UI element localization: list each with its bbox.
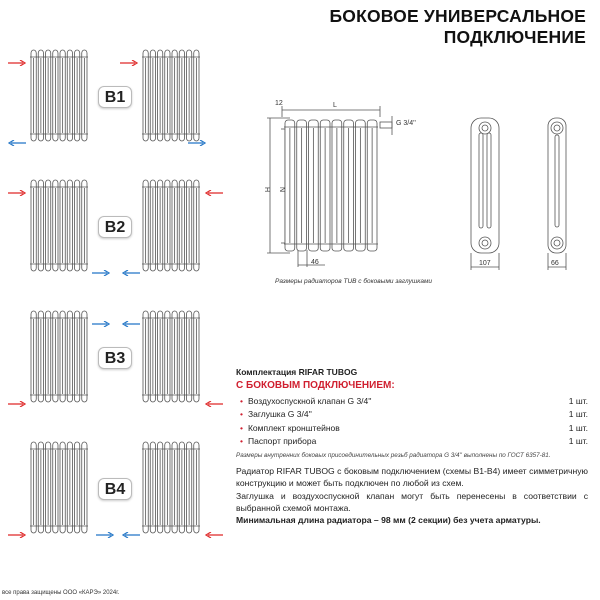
radiator-icon — [140, 309, 202, 409]
kit-item — [236, 408, 588, 422]
dim-66-label: 66 — [551, 260, 559, 267]
dim-l-label: L — [333, 102, 337, 109]
scheme-label-b2: B2 — [98, 216, 132, 238]
scheme-label-b1: B1 — [98, 86, 132, 108]
kit-subheading: С БОКОВЫМ ПОДКЛЮЧЕНИЕМ: — [236, 380, 395, 391]
kit-item-qty: 1 шт. — [568, 436, 588, 447]
radiator-icon — [28, 178, 90, 278]
radiator-icon — [28, 48, 90, 148]
bullet-icon: • — [240, 436, 243, 447]
title-line-2: ПОДКЛЮЧЕНИЕ — [443, 27, 586, 47]
radiator-icon — [28, 440, 90, 540]
return-arrow-icon — [188, 133, 206, 139]
kit-item — [236, 435, 588, 449]
bullet-icon: • — [240, 409, 243, 420]
thread-label: G 3/4'' — [396, 120, 416, 127]
description — [236, 465, 588, 526]
return-arrow-icon — [96, 525, 114, 531]
radiator-icon — [140, 178, 202, 278]
dim-n-label: N — [278, 187, 285, 193]
kit-note: Размеры внутренних боковых присоединительных резьб радиатора G 3/4'' выполнены по ГОСТ 6357-81. — [236, 452, 551, 459]
kit-item-name: Комплект кронштейнов — [247, 422, 340, 433]
bullet-icon: • — [240, 422, 243, 433]
kit-item — [236, 394, 588, 408]
radiator-icon — [140, 440, 202, 540]
scheme-label-b4: B4 — [98, 478, 132, 500]
kit-section — [236, 367, 588, 459]
drawing-caption: Размеры радиаторов TUB с боковыми заглушками — [275, 278, 433, 285]
supply-arrow-icon — [8, 394, 26, 400]
supply-arrow-icon — [205, 183, 223, 189]
kit-item-qty: 1 шт. — [568, 422, 588, 433]
kit-heading: Комплектация RIFAR TUBOG — [236, 367, 358, 377]
return-arrow-icon — [92, 314, 110, 320]
return-arrow-icon — [122, 314, 140, 320]
dim-107-label: 107 — [479, 260, 491, 267]
page-title — [329, 6, 586, 48]
supply-arrow-icon — [8, 183, 26, 189]
kit-item — [236, 421, 588, 435]
return-arrow-icon — [122, 263, 140, 269]
radiator-dimension-drawing — [255, 95, 600, 275]
title-line-1: БОКОВОЕ УНИВЕРСАЛЬНОЕ — [329, 6, 586, 26]
bullet-icon: • — [240, 395, 243, 406]
supply-arrow-icon — [205, 525, 223, 531]
kit-item-qty: 1 шт. — [568, 395, 588, 406]
description-p2: Заглушка и воздухоспускной клапан могут быть перенесены в соответствии с выбранной схемой монтажа. — [236, 490, 588, 513]
return-arrow-icon — [122, 525, 140, 531]
scheme-label-b3: B3 — [98, 347, 132, 369]
radiator-icon — [28, 309, 90, 409]
return-arrow-icon — [92, 263, 110, 269]
supply-arrow-icon — [120, 53, 138, 59]
dim-46-label: 46 — [311, 259, 319, 266]
kit-item-qty: 1 шт. — [568, 409, 588, 420]
kit-item-name: Паспорт прибора — [247, 436, 317, 447]
description-p1: Радиатор RIFAR TUBOG с боковым подключением (схемы В1-В4) имеет симметричную конструкцию и может быть подключен по любой из схем. — [236, 466, 588, 489]
dim-12-label: 12 — [275, 100, 283, 107]
supply-arrow-icon — [8, 53, 26, 59]
copyright: все права защищены ООО «КАРЭ» 2024г. — [2, 590, 120, 596]
supply-arrow-icon — [8, 525, 26, 531]
dim-h-label: H — [263, 187, 270, 193]
kit-item-name: Заглушка G 3/4'' — [247, 409, 312, 420]
description-p3: Минимальная длина радиатора – 98 мм (2 секции) без учета арматуры. — [236, 515, 541, 526]
supply-arrow-icon — [205, 394, 223, 400]
kit-item-name: Воздухоспускной клапан G 3/4'' — [247, 395, 372, 406]
return-arrow-icon — [8, 133, 26, 139]
